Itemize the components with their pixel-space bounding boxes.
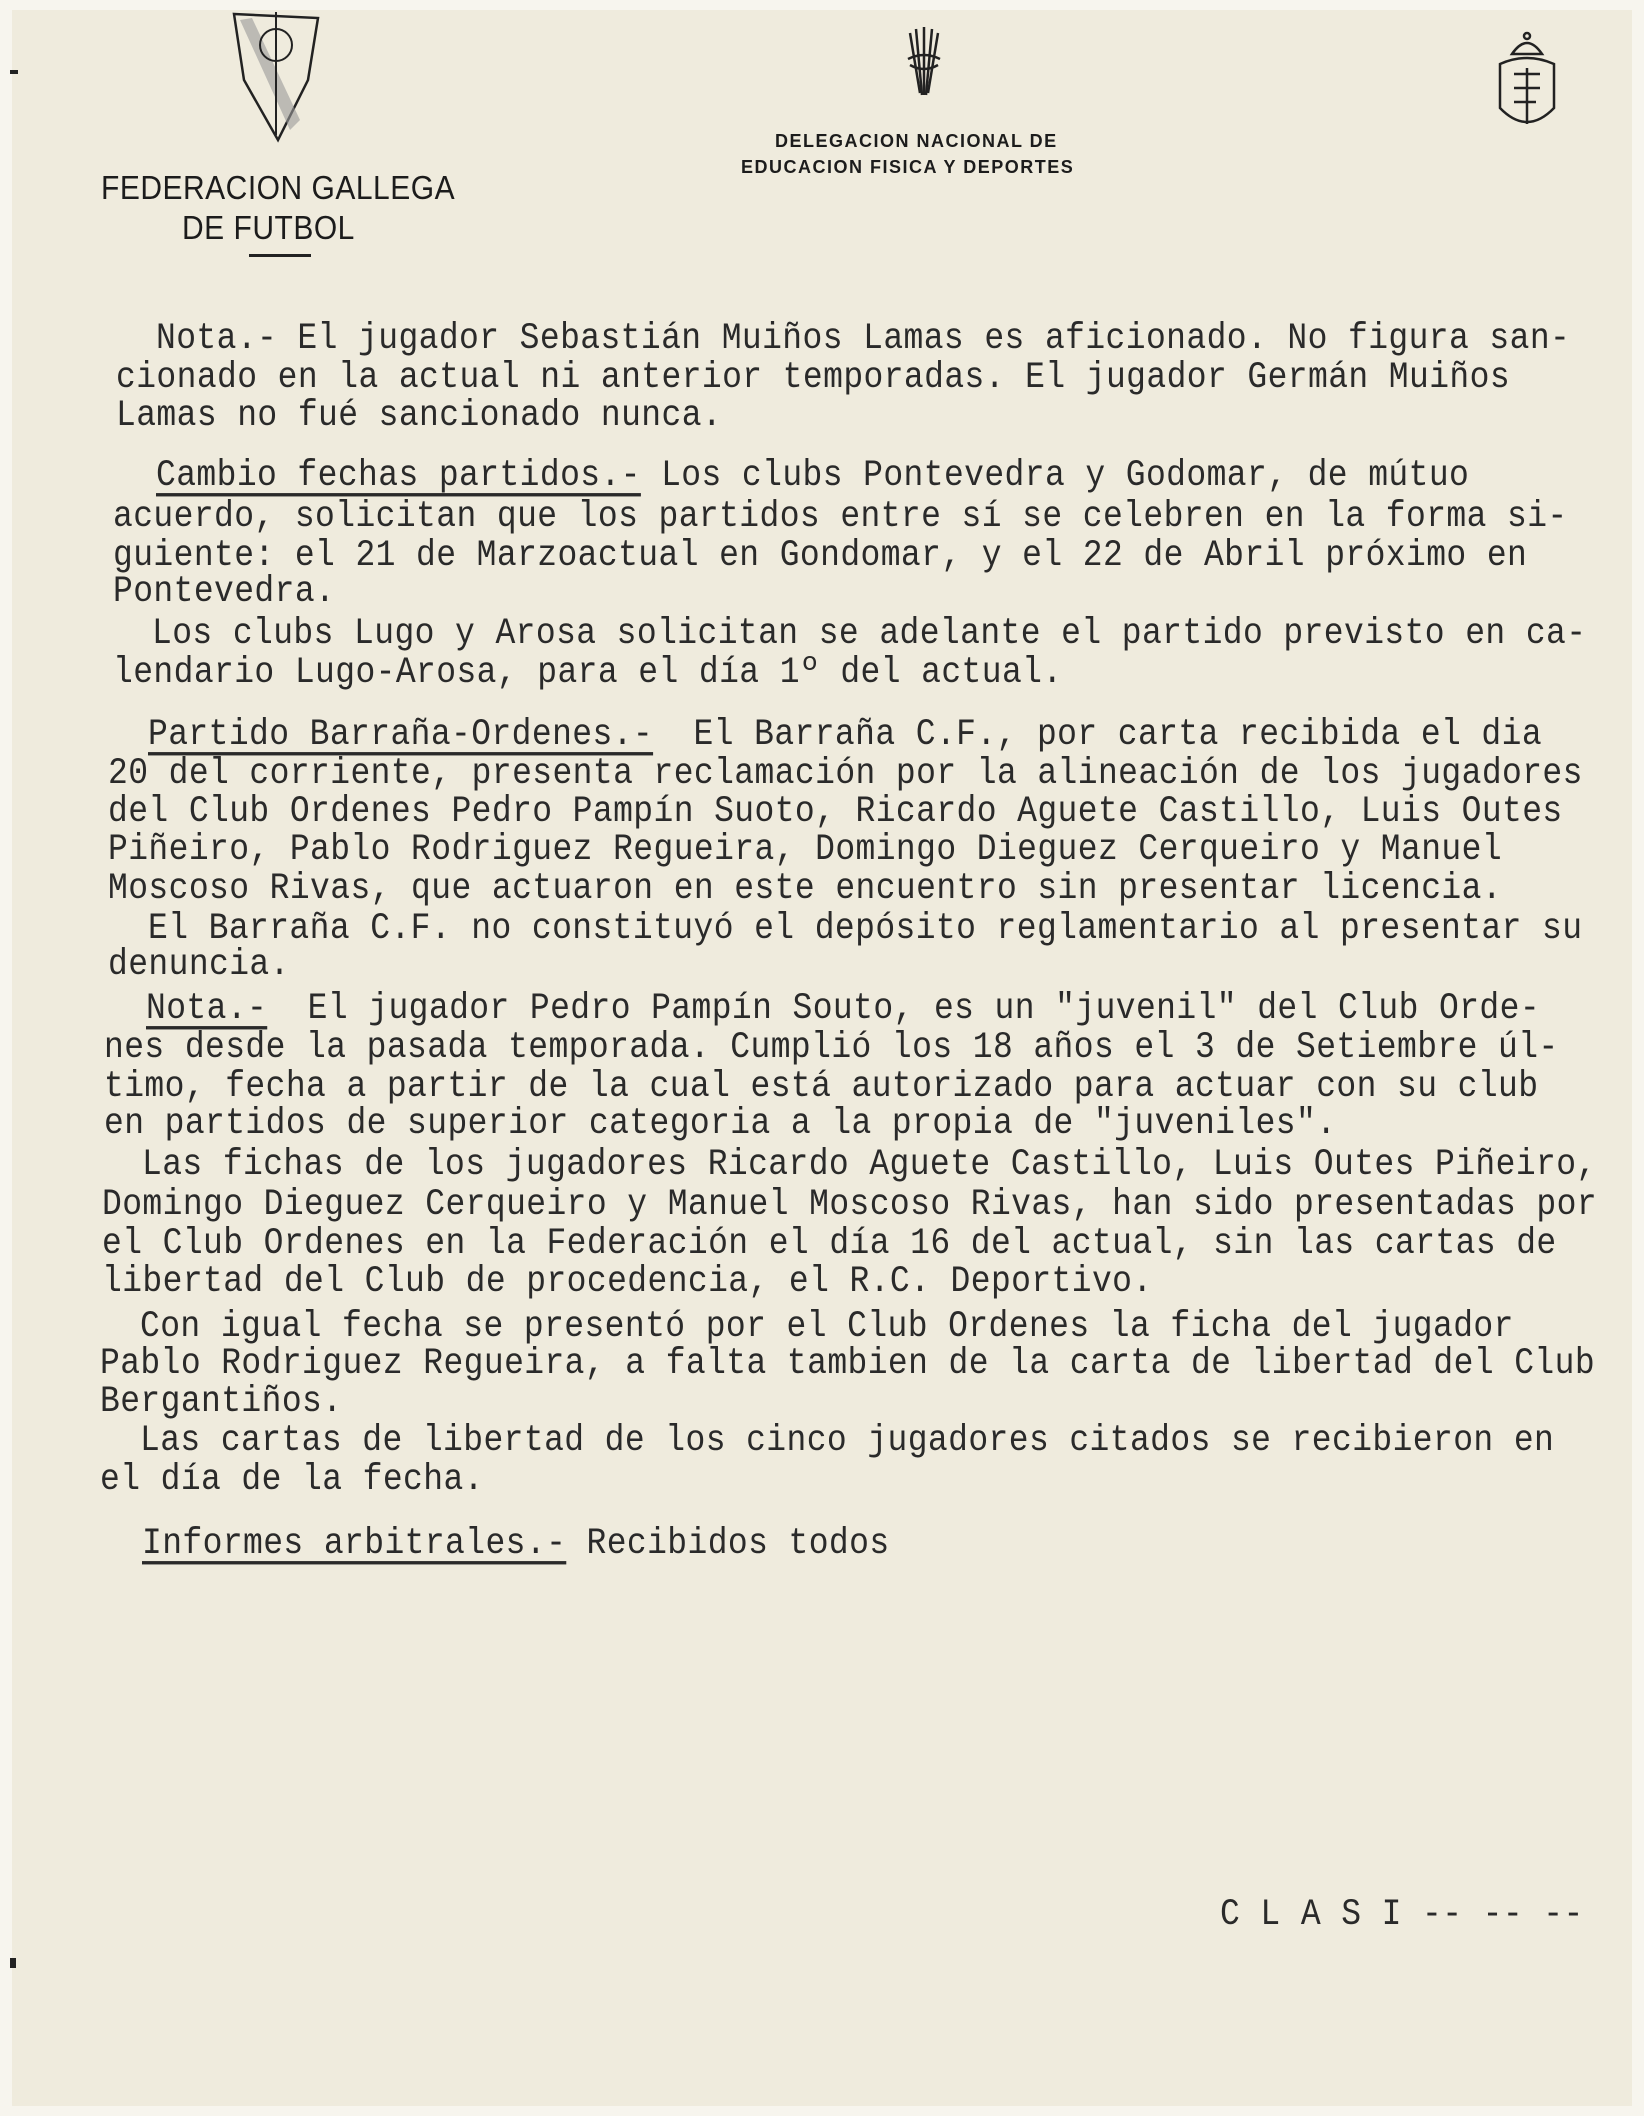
text-line: acuerdo, solicitan que los partidos entre sí se celebren en la forma si-	[113, 496, 1568, 538]
federation-name-line1: FEDERACION GALLEGA	[101, 170, 456, 207]
text-line: Con igual fecha se presentó por el Club Ordenes la ficha del jugador	[140, 1306, 1514, 1348]
text-line: Lamas no fué sancionado nunca.	[116, 395, 723, 437]
text-line: El Barraña C.F. no constituyó el depósito reglamentario al presentar su	[148, 908, 1583, 950]
text-line: nes desde la pasada temporada. Cumplió los 18 años el 3 de Setiembre úl-	[104, 1027, 1559, 1069]
margin-mark	[10, 70, 18, 74]
text-line: del Club Ordenes Pedro Pampín Suoto, Ricardo Aguete Castillo, Luis Outes	[108, 791, 1563, 833]
text-line: Partido Barraña-Ordenes.- El Barraña C.F., por carta recibida el dia	[148, 714, 1543, 756]
text-line: Las cartas de libertad de los cinco jugadores citados se recibieron en	[140, 1420, 1555, 1462]
text-line: 20 del corriente, presenta reclamación por la alineación de los jugadores	[108, 753, 1583, 795]
fasces-emblem	[902, 25, 946, 97]
delegation-name-line1: DELEGACION NACIONAL DE	[775, 131, 1058, 151]
text-line: denuncia.	[108, 944, 290, 986]
text-line: libertad del Club de procedencia, el R.C. Deportivo.	[102, 1261, 1153, 1303]
text-line: Nota.- El jugador Pedro Pampín Souto, es un "juvenil" del Club Orde-	[146, 988, 1541, 1030]
text-line: Moscoso Rivas, que actuaron en este encuentro sin presentar licencia.	[108, 868, 1503, 910]
text-line: el día de la fecha.	[100, 1459, 484, 1501]
header-rule	[249, 254, 311, 257]
text-line: Los clubs Lugo y Arosa solicitan se adelante el partido previsto en ca-	[152, 613, 1587, 655]
text-line: Nota.- El jugador Sebastián Muiños Lamas es aficionado. No figura san-	[156, 318, 1571, 360]
text-line: Domingo Dieguez Cerqueiro y Manuel Moscoso Rivas, han sido presentadas por	[102, 1184, 1598, 1226]
classification-footer: C L A S I -- -- --	[1220, 1894, 1584, 1936]
text-line: Piñeiro, Pablo Rodriguez Regueira, Domingo Dieguez Cerqueiro y Manuel	[108, 829, 1503, 871]
text-line: en partidos de superior categoria a la propia de "juveniles".	[104, 1103, 1337, 1145]
section-heading: Nota.-	[146, 988, 268, 1030]
federation-shield-logo	[230, 10, 322, 145]
text-line: Informes arbitrales.- Recibidos todos	[142, 1523, 890, 1565]
text-line: timo, fecha a partir de la cual está autorizado para actuar con su club	[104, 1066, 1539, 1108]
spanish-federation-emblem	[1488, 28, 1566, 140]
text-line: guiente: el 21 de Marzoactual en Gondomar, y el 22 de Abril próximo en	[113, 535, 1528, 577]
text-line: Cambio fechas partidos.- Los clubs Pontevedra y Godomar, de mútuo	[156, 455, 1470, 497]
section-heading: Partido Barraña-Ordenes.-	[148, 714, 654, 756]
text-line: cionado en la actual ni anterior temporadas. El jugador Germán Muiños	[116, 357, 1511, 399]
section-heading: Cambio fechas partidos.-	[156, 455, 641, 497]
margin-mark	[10, 1958, 16, 1968]
text-line: Las fichas de los jugadores Ricardo Aguete Castillo, Luis Outes Piñeiro,	[142, 1144, 1597, 1186]
federation-name-line2: DE FUTBOL	[182, 210, 355, 247]
text-line: el Club Ordenes en la Federación el día 16 del actual, sin las cartas de	[102, 1223, 1557, 1265]
text-line: lendario Lugo-Arosa, para el día 1º del actual.	[113, 652, 1063, 694]
section-heading: Informes arbitrales.-	[142, 1523, 567, 1565]
text-line: Bergantiños.	[100, 1381, 343, 1423]
text-line: Pablo Rodriguez Regueira, a falta tambien de la carta de libertad del Club	[100, 1343, 1596, 1385]
delegation-name-line2: EDUCACION FISICA Y DEPORTES	[741, 157, 1075, 177]
text-line: Pontevedra.	[113, 571, 336, 613]
